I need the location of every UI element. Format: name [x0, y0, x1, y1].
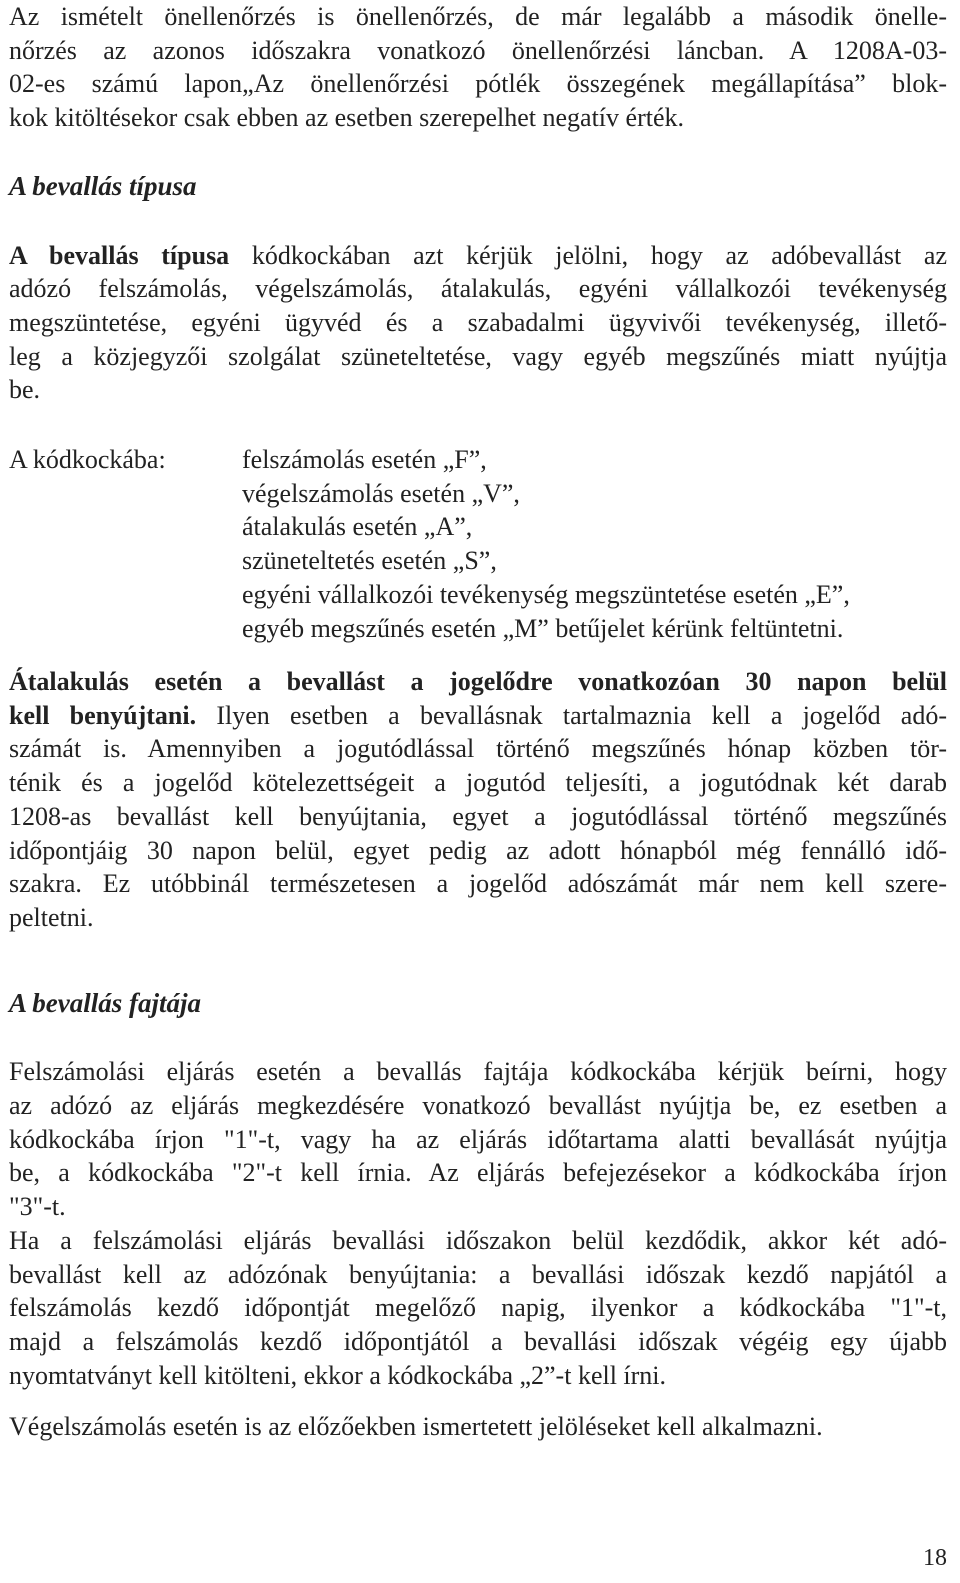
fajta-paragraph-2 — [9, 1224, 947, 1393]
text-line: peltetni. — [9, 902, 94, 932]
code-item: egyéni vállalkozói tevékenység megszüntetése esetén „E”, — [242, 579, 850, 609]
text-line: számát is. Amennyiben a jogutódlással történő megszűnés hónap közben tör- — [9, 734, 947, 764]
section-heading-tipus: A bevallás típusa — [9, 170, 197, 201]
code-item: átalakulás esetén „A”, — [242, 512, 473, 542]
text-line: megszüntetése, egyéni ügyvéd és a szabadalmi ügyvivői tevékenység, illető- — [9, 307, 947, 337]
code-list-block — [9, 443, 947, 645]
code-list-label: A kódkockába: — [9, 445, 166, 475]
code-list — [242, 443, 850, 645]
text-line: időpontjáig 30 napon belül, egyet pedig az adott hónapból még fennálló idő- — [9, 835, 947, 865]
text-line: kok kitöltésekor csak ebben az esetben szerepelhet negatív érték. — [9, 103, 684, 133]
text-line: be. — [9, 375, 41, 405]
text-line: adózó felszámolás, végelszámolás, átalakulás, egyéni vállalkozói tevékenység — [9, 274, 947, 304]
text-line: bevallást kell az adózónak benyújtania: a bevallási időszak kezdő napjától a — [9, 1259, 947, 1289]
text-line: kódkockába írjon "1"-t, vagy ha az eljárás időtartama alatti bevallását nyújtja — [9, 1124, 947, 1154]
text-run: kódkockában azt kérjük jelölni, hogy az adóbevallást az — [229, 240, 948, 270]
text-line: felszámolás kezdő időpontját megelőző napig, ilyenkor a kódkockába "1"-t, — [9, 1293, 947, 1323]
text-line: Az ismételt önellenőrzés is önellenőrzés, de már legalább a második önelle- — [9, 2, 947, 31]
tipus-paragraph — [9, 239, 947, 408]
text-line: 02-es számú lapon„Az önellenőrzési pótlék összegének megállapítása” blok- — [9, 69, 947, 99]
document-page — [9, 0, 947, 1444]
text-line: leg a közjegyzői szolgálat szüneteltetése, vagy egyéb megszűnés miatt nyújtja — [9, 341, 947, 371]
section-heading-fajta: A bevallás fajtája — [9, 987, 201, 1018]
text-line: 1208-as bevallást kell benyújtania, egyet a jogutódlással történő megszűnés — [9, 801, 947, 831]
text-line: Ha a felszámolási eljárás bevallási időszakon belül kezdődik, akkor két adó- — [9, 1225, 947, 1255]
fajta-paragraph-1 — [9, 1055, 947, 1224]
text-line — [9, 239, 947, 273]
code-item: felszámolás esetén „F”, — [242, 445, 487, 475]
text-line-bold: Átalakulás esetén a bevallást a jogelődre vonatkozóan 30 napon belül — [9, 667, 947, 697]
code-item: szüneteltetés esetén „S”, — [242, 546, 497, 576]
text-line: be, a kódkockába "2"-t kell írnia. Az eljárás befejezésekor a kódkockába írjon — [9, 1158, 947, 1188]
text-line: Végelszámolás esetén is az előzőekben ismertetett jelöléseket kell alkalmazni. — [9, 1412, 823, 1442]
text-line: nőrzés az azonos időszakra vonatkozó önellenőrzési láncban. A 1208A-03- — [9, 35, 947, 65]
text-line: az adózó az eljárás megkezdésére vonatkozó bevallást nyújtja be, ez esetben a — [9, 1091, 947, 1121]
page-number: 18 — [923, 1545, 947, 1571]
code-item: egyéb megszűnés esetén „M” betűjelet kérünk feltüntetni. — [242, 613, 844, 643]
text-line: ténik és a jogelőd kötelezettségeit a jogutód teljesíti, a jogutódnak két darab — [9, 768, 947, 798]
text-line: majd a felszámolás kezdő időpontjától a bevallási időszak végéig egy újabb — [9, 1326, 947, 1356]
atalakulas-paragraph — [9, 665, 947, 935]
text-line: szakra. Ez utóbbinál természetesen a jogelőd adószámát már nem kell szere- — [9, 869, 947, 899]
fajta-paragraph-3 — [9, 1410, 947, 1444]
text-run: Ilyen esetben a bevallásnak tartalmaznia kell a jogelőd adó- — [196, 700, 948, 730]
text-line: "3"-t. — [9, 1192, 66, 1222]
text-line: Felszámolási eljárás esetén a bevallás fajtája kódkockába kérjük beírni, hogy — [9, 1057, 947, 1087]
bold-lead: A bevallás típusa — [9, 240, 230, 270]
intro-paragraph — [9, 0, 947, 135]
text-line: nyomtatványt kell kitölteni, ekkor a kódkockába „2”-t kell írni. — [9, 1360, 667, 1390]
code-item: végelszámolás esetén „V”, — [242, 478, 520, 508]
text-line — [9, 699, 947, 733]
bold-run: kell benyújtani. — [9, 700, 197, 730]
